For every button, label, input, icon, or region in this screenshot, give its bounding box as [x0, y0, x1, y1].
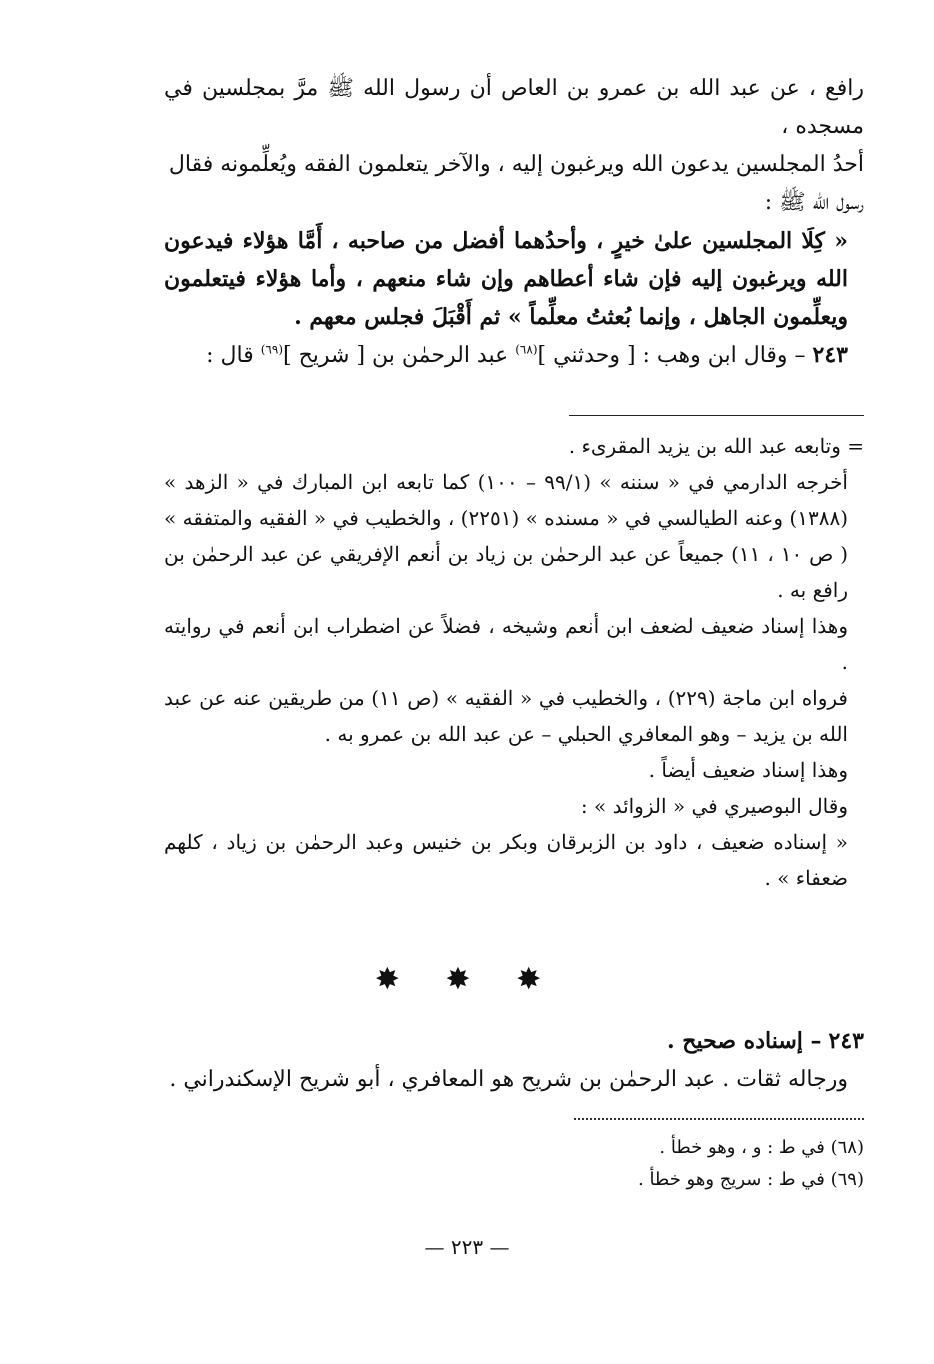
page-number: — ٢٢٣ —	[424, 1235, 510, 1259]
next-hadith-part-b: عبد الرحمٰن بن [ شريح ]	[283, 343, 509, 368]
footnote-68: (٦٨) في ط : و ، وهو خطأ .	[659, 1137, 864, 1158]
hadith-number: ٢٤٣	[812, 342, 848, 368]
hadith-text: « كِلَا المجلسين علىٰ خيرٍ ، وأحدُهما أفضل من صاحبه ، أَمَّا هؤلاء فيدعون الله ويرغبون إليه فإن شاء أعطاهم وإن شاء منعهم ، وأما هؤلاء فيتعلمون ويعلِّمون الجاهل ، وإنما بُعثتُ معلِّماً » ثم أَقْبَلَ فجلس معهم .	[164, 228, 848, 330]
takhrij-title: – إسناده صحيح .	[666, 1028, 822, 1054]
takhrij-heading	[164, 1022, 864, 1061]
note-4: فرواه ابن ماجة (٢٢٩) ، والخطيب في « الفقيه » (ص ١١) من طريقين عنه عن عبد الله بن يزيد – وهو المعافري الحبلي – عن عبد الله بن عمرو به .	[164, 686, 848, 746]
main-line-3: رسول الله ﷺ :	[764, 190, 864, 215]
notes-section	[164, 428, 864, 896]
note-3: وهذا إسناد ضعيف لضعف ابن أنعم وشيخه ، فضلاً عن اضطراب ابن أنعم في روايته .	[164, 614, 848, 674]
footnote-69: (٦٩) في ط : سريج وهو خطأ .	[638, 1169, 864, 1190]
footnotes	[164, 1132, 864, 1196]
next-hadith-part-a: – وقال ابن وهب : [ وحدثني ]	[537, 343, 806, 368]
note-7: « إسناده ضعيف ، داود بن الزبرقان وبكر بن خنيس وعبد الرحمٰن بن زياد ، كلهم ضعفاء » .	[164, 830, 848, 890]
next-hadith-intro	[164, 336, 864, 375]
footnote-ref-69: (٦٩)	[260, 342, 283, 357]
note-1: = وتابعه عبد الله بن يزيد المقرىء .	[568, 434, 864, 458]
main-line-1: رافع ، عن عبد الله بن عمرو بن العاص أن رسول الله ﷺ مرَّ بمجلسين في مسجده ،	[164, 76, 864, 139]
note-6: وقال البوصيري في « الزوائد » :	[580, 794, 848, 818]
note-5: وهذا إسناد ضعيف أيضاً .	[648, 758, 848, 782]
note-2: أخرجه الدارمي في « سننه » (٩٩/١ – ١٠٠) كما تابعه ابن المبارك في « الزهد » (١٣٨٨) وعنه الطيالسي في « مسنده » (٢٢٥١) ، والخطيب في « الفقيه والمتفقه » ( ص ١٠ ، ١١) جميعاً عن عبد الرحمٰن بن زياد بن أنعم الإفريقي عن عبد الرحمٰن بن رافع به .	[164, 470, 849, 602]
next-hadith-part-c: قال :	[206, 343, 254, 368]
main-text	[164, 70, 864, 375]
notes-divider	[569, 415, 864, 416]
takhrij-number: ٢٤٣	[828, 1028, 864, 1054]
footnote-ref-68: (٦٨)	[515, 342, 538, 357]
takhrij-body: ورجاله ثقات . عبد الرحمٰن بن شريح هو المعافري ، أبو شريح الإسكندراني .	[169, 1067, 848, 1092]
section-separator: ✸ ✸ ✸	[374, 962, 560, 997]
main-line-2: أحدُ المجلسين يدعون الله ويرغبون إليه ، والآخر يتعلمون الفقه ويُعلِّمونه فقال	[168, 152, 864, 177]
footnote-divider	[574, 1118, 864, 1120]
takhrij-section	[164, 1022, 864, 1099]
